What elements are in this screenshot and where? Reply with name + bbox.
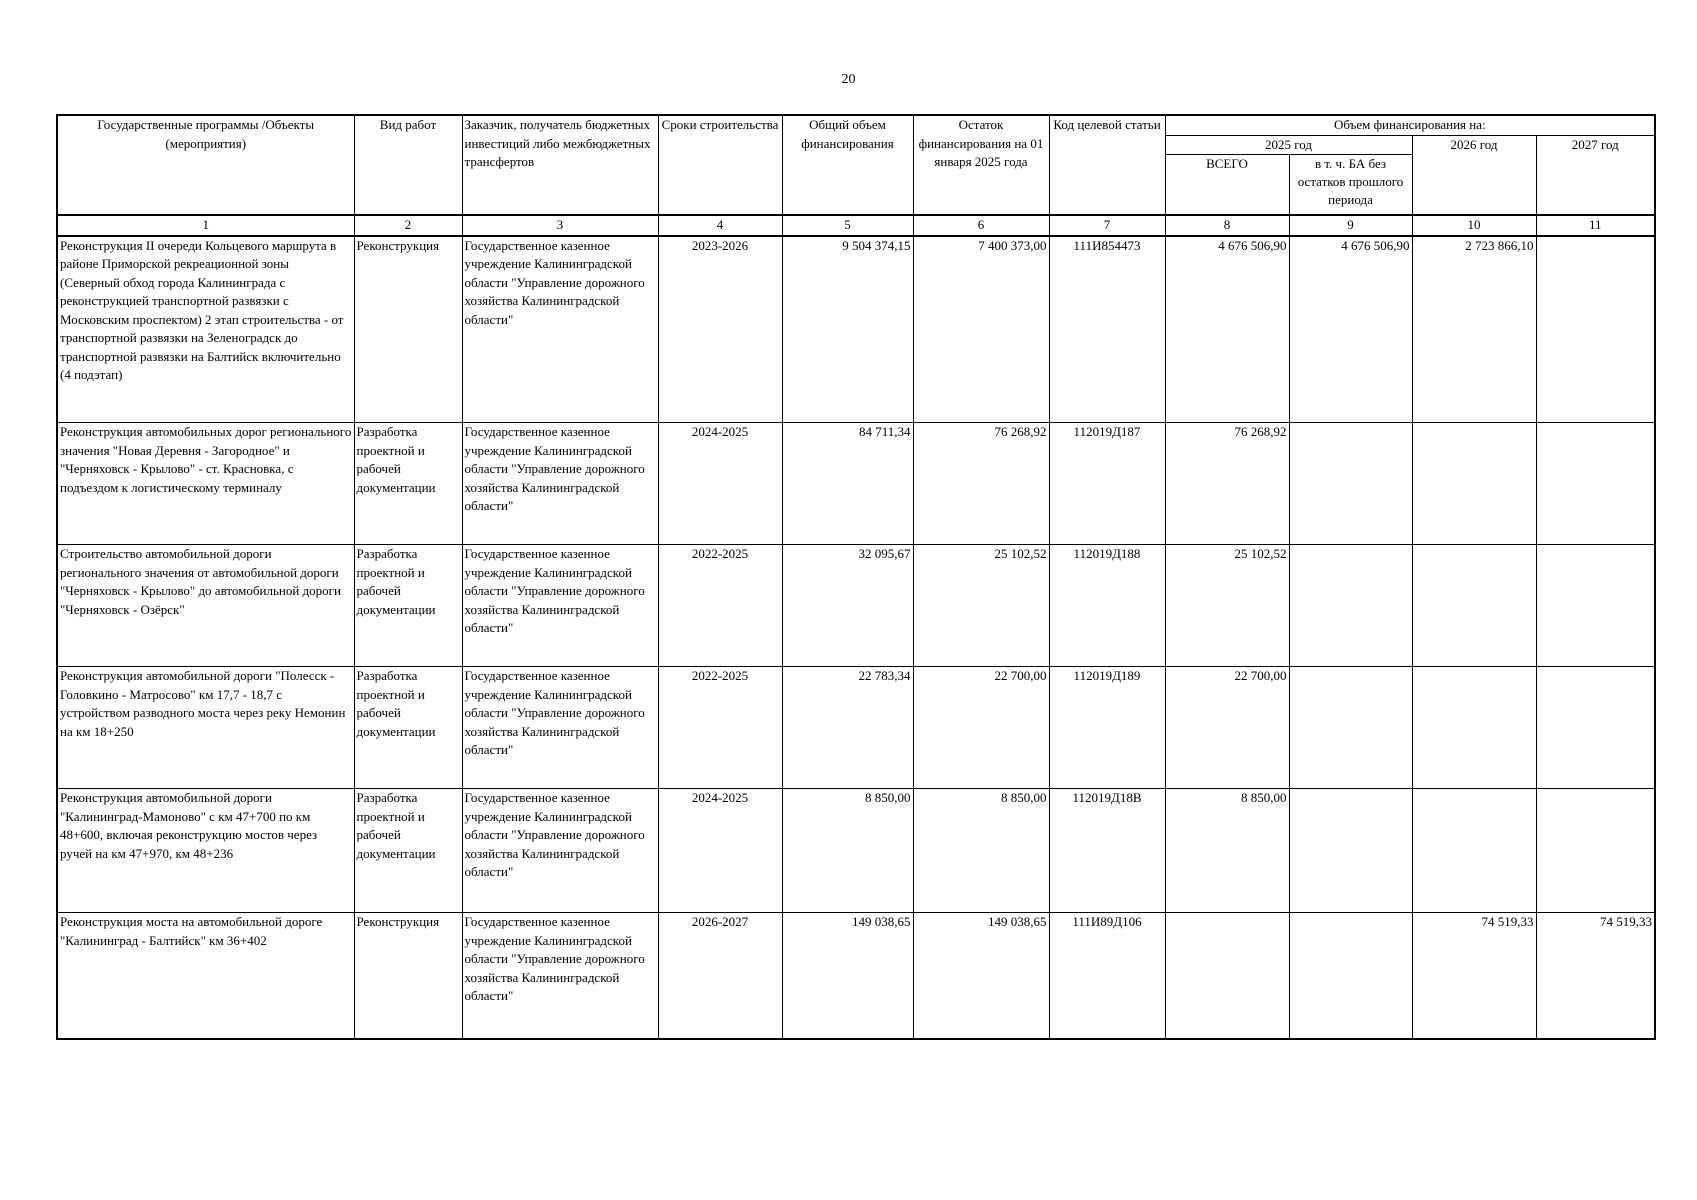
column-number-row: [57, 215, 1655, 236]
row-program: Реконструкция автомобильной дороги "Полесск - Головкино - Матросово" км 17,7 - 18,7 с устройством разводного моста через реку Немонин на км 18+250: [57, 667, 354, 789]
row-remaining: 149 038,65: [913, 913, 1049, 1039]
row-2025-total: 76 268,92: [1165, 423, 1289, 545]
table-row: [57, 236, 1655, 423]
row-2025-ba: [1289, 423, 1412, 545]
row-work-type: Разработка проектной и рабочей документации: [354, 423, 462, 545]
row-total: 22 783,34: [782, 667, 913, 789]
row-2027: [1536, 789, 1655, 913]
row-code: 112019Д18В: [1049, 789, 1165, 913]
row-terms: 2024-2025: [658, 789, 782, 913]
row-program: Строительство автомобильной дороги регионального значения от автомобильной дороги "Черняховск - Крылово" до автомобильной дороги "Черняховск - Озёрск": [57, 545, 354, 667]
row-remaining: 7 400 373,00: [913, 236, 1049, 423]
row-customer: Государственное казенное учреждение Калининградской области "Управление дорожного хозяйства Калининградской области": [462, 789, 658, 913]
row-2027: 74 519,33: [1536, 913, 1655, 1039]
row-2025-total: 4 676 506,90: [1165, 236, 1289, 423]
table-row: [57, 789, 1655, 913]
column-number: 1: [57, 215, 354, 236]
header-customer: Заказчик, получатель бюджетных инвестиций либо межбюджетных трансфертов: [462, 115, 658, 215]
row-program: Реконструкция автомобильной дороги "Калининград-Мамоново" с км 47+700 по км 48+600, включая реконструкцию мостов через ручей на км 47+970, км 48+236: [57, 789, 354, 913]
row-work-type: Разработка проектной и рабочей документации: [354, 789, 462, 913]
row-work-type: Реконструкция: [354, 236, 462, 423]
row-2027: [1536, 236, 1655, 423]
header-program: Государственные программы /Объекты (мероприятия): [57, 115, 354, 215]
header-terms: Сроки строительства: [658, 115, 782, 215]
row-2025-ba: [1289, 667, 1412, 789]
row-code: 112019Д188: [1049, 545, 1165, 667]
row-code: 112019Д187: [1049, 423, 1165, 545]
column-number: 5: [782, 215, 913, 236]
row-2025-total: 8 850,00: [1165, 789, 1289, 913]
row-2027: [1536, 545, 1655, 667]
table-row: [57, 545, 1655, 667]
row-terms: 2022-2025: [658, 545, 782, 667]
row-work-type: Разработка проектной и рабочей документации: [354, 667, 462, 789]
column-number: 9: [1289, 215, 1412, 236]
page-number: 20: [841, 72, 856, 87]
column-number: 4: [658, 215, 782, 236]
row-remaining: 22 700,00: [913, 667, 1049, 789]
header-financing: Объем финансирования на:: [1165, 115, 1655, 135]
row-total: 9 504 374,15: [782, 236, 913, 423]
row-2026: [1412, 789, 1536, 913]
row-2026: [1412, 667, 1536, 789]
row-code: 111И89Д106: [1049, 913, 1165, 1039]
header-row-1: [57, 115, 1655, 135]
row-customer: Государственное казенное учреждение Калининградской области "Управление дорожного хозяйства Калининградской области": [462, 667, 658, 789]
column-number: 6: [913, 215, 1049, 236]
column-number: 7: [1049, 215, 1165, 236]
row-2026: [1412, 423, 1536, 545]
row-code: 111И854473: [1049, 236, 1165, 423]
row-2026: [1412, 545, 1536, 667]
row-customer: Государственное казенное учреждение Калининградской области "Управление дорожного хозяйства Калининградской области": [462, 236, 658, 423]
row-terms: 2022-2025: [658, 667, 782, 789]
table-row: [57, 423, 1655, 545]
column-number: 10: [1412, 215, 1536, 236]
row-total: 84 711,34: [782, 423, 913, 545]
column-number: 3: [462, 215, 658, 236]
row-customer: Государственное казенное учреждение Калининградской области "Управление дорожного хозяйства Калининградской области": [462, 423, 658, 545]
table-row: [57, 667, 1655, 789]
row-customer: Государственное казенное учреждение Калининградской области "Управление дорожного хозяйства Калининградской области": [462, 913, 658, 1039]
row-work-type: Разработка проектной и рабочей документации: [354, 545, 462, 667]
row-total: 149 038,65: [782, 913, 913, 1039]
row-terms: 2026-2027: [658, 913, 782, 1039]
header-work-type: Вид работ: [354, 115, 462, 215]
column-number: 8: [1165, 215, 1289, 236]
row-remaining: 8 850,00: [913, 789, 1049, 913]
column-number: 11: [1536, 215, 1655, 236]
header-year-2027: 2027 год: [1536, 135, 1655, 215]
header-remaining: Остаток финансирования на 01 января 2025 года: [913, 115, 1049, 215]
header-code: Код целевой статьи: [1049, 115, 1165, 215]
header-year-2026: 2026 год: [1412, 135, 1536, 215]
row-2025-total: 22 700,00: [1165, 667, 1289, 789]
row-terms: 2024-2025: [658, 423, 782, 545]
column-number: 2: [354, 215, 462, 236]
row-total: 32 095,67: [782, 545, 913, 667]
header-2025-ba: в т. ч. БА без остатков прошлого периода: [1289, 155, 1412, 215]
row-2025-ba: [1289, 913, 1412, 1039]
row-2025-ba: [1289, 545, 1412, 667]
row-2025-ba: 4 676 506,90: [1289, 236, 1412, 423]
header-total: Общий объем финансирования: [782, 115, 913, 215]
header-year-2025: 2025 год: [1165, 135, 1412, 155]
table-row: [57, 913, 1655, 1039]
row-remaining: 25 102,52: [913, 545, 1049, 667]
row-program: Реконструкция автомобильных дорог регионального значения "Новая Деревня - Загородное" и "Черняховск - Крылово" - ст. Красновка, с подъездом к логистическому терминалу: [57, 423, 354, 545]
row-total: 8 850,00: [782, 789, 913, 913]
financing-table: [56, 114, 1656, 1040]
row-2025-total: [1165, 913, 1289, 1039]
row-program: Реконструкция II очереди Кольцевого маршрута в районе Приморской рекреационной зоны (Северный обход города Калининграда с реконструкцией транспортной развязки с Московским проспектом) 2 этап строительства - от транспортной развязки на Зеленоградск до транспортной развязки на Балтийск включительно (4 подэтап): [57, 236, 354, 423]
row-work-type: Реконструкция: [354, 913, 462, 1039]
row-2026: 2 723 866,10: [1412, 236, 1536, 423]
row-2027: [1536, 423, 1655, 545]
row-2025-ba: [1289, 789, 1412, 913]
row-terms: 2023-2026: [658, 236, 782, 423]
row-code: 112019Д189: [1049, 667, 1165, 789]
row-2026: 74 519,33: [1412, 913, 1536, 1039]
row-2027: [1536, 667, 1655, 789]
row-remaining: 76 268,92: [913, 423, 1049, 545]
row-program: Реконструкция моста на автомобильной дороге "Калининград - Балтийск" км 36+402: [57, 913, 354, 1039]
row-customer: Государственное казенное учреждение Калининградской области "Управление дорожного хозяйства Калининградской области": [462, 545, 658, 667]
row-2025-total: 25 102,52: [1165, 545, 1289, 667]
header-2025-total: ВСЕГО: [1165, 155, 1289, 215]
